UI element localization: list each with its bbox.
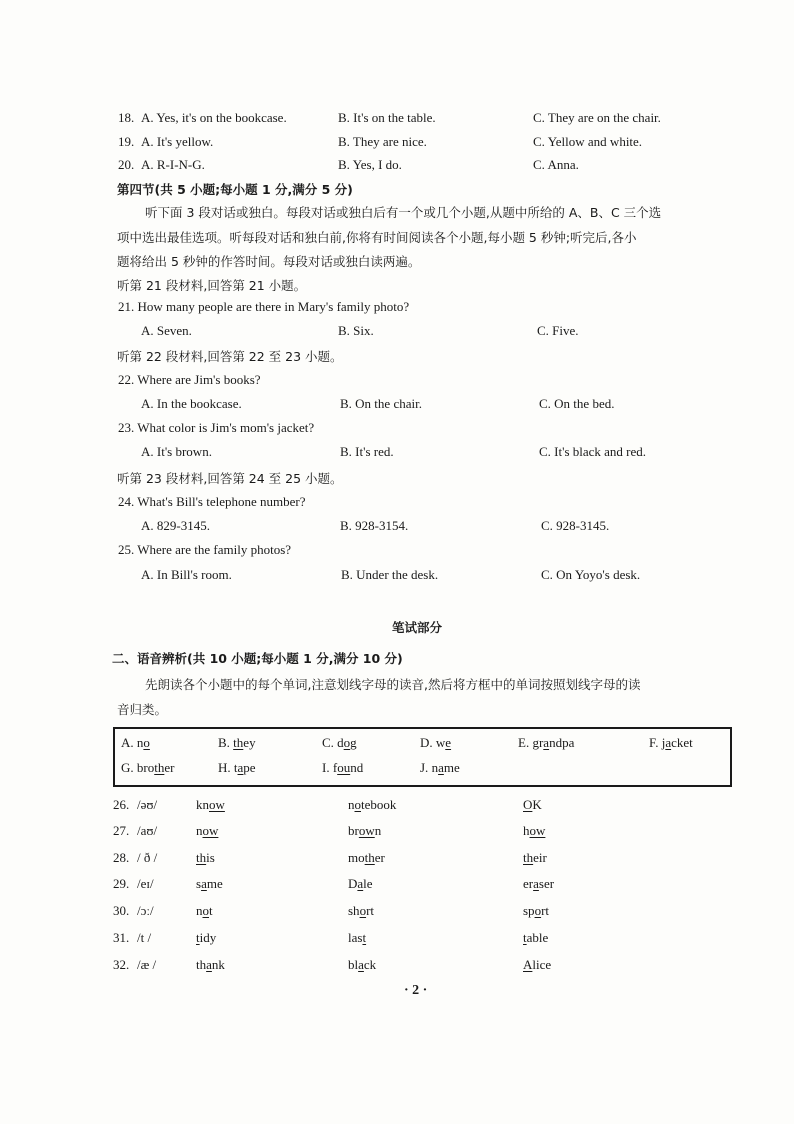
underlined-letters: th: [523, 850, 534, 865]
word: eraser: [523, 876, 555, 891]
word-box-item: [121, 735, 150, 751]
underlined-letters: a: [665, 735, 672, 750]
option-c: C. Five.: [537, 323, 579, 338]
word-box-item: [649, 735, 693, 751]
option-a: A. Seven.: [141, 323, 192, 338]
word: same: [196, 876, 223, 891]
phonetic-word: [523, 823, 545, 839]
word: we: [435, 735, 452, 750]
option-a: A. In the bookcase.: [141, 396, 242, 411]
underlined-letters: a: [357, 876, 364, 891]
option-c: C. Anna.: [533, 157, 579, 172]
option-a: A. 829-3145.: [141, 518, 210, 533]
word: OK: [523, 797, 542, 812]
word-box-item: [218, 760, 256, 776]
phonetic-word: [523, 930, 548, 946]
option-b: B. It's on the table.: [338, 110, 436, 125]
phonetic-symbol: /æ /: [137, 957, 157, 972]
word: short: [348, 903, 375, 918]
word: tidy: [196, 930, 217, 945]
option-a: A. R-I-N-G.: [141, 157, 205, 172]
word-box-item: [420, 760, 460, 776]
underlined-letters: o: [202, 903, 209, 918]
word: Dale: [348, 876, 373, 891]
word-box: [113, 727, 732, 787]
word: thank: [196, 957, 225, 972]
question-number: 31.: [113, 930, 130, 945]
question-number: 30.: [113, 903, 130, 918]
underlined-letters: A: [523, 957, 533, 972]
phonetic-word: [196, 797, 225, 813]
word: last: [348, 930, 367, 945]
phonetic-word: [523, 876, 554, 892]
word: brother: [136, 760, 175, 775]
phonetic-symbol: /eɪ/: [137, 876, 154, 891]
option-a: A. It's yellow.: [141, 134, 214, 149]
word-label: F.: [649, 735, 662, 750]
option-b: B. They are nice.: [338, 134, 427, 149]
question-stem: 23. What color is Jim's mom's jacket?: [118, 420, 315, 435]
word-label: D.: [420, 735, 436, 750]
word-label: G.: [121, 760, 137, 775]
option-c: C. On Yoyo's desk.: [541, 567, 641, 582]
question-stem: 22. Where are Jim's books?: [118, 372, 261, 387]
underlined-letters: O: [523, 797, 533, 812]
written-part-title: 笔试部分: [392, 620, 443, 635]
phonetic-symbol: /aʊ/: [137, 823, 158, 838]
underlined-letters: ow: [358, 823, 375, 838]
phonetic-word: [348, 876, 373, 892]
phonetic-symbol: / ð /: [137, 850, 158, 865]
phonetic-word: [523, 903, 549, 919]
question-stem: 21. How many people are there in Mary's family photo?: [118, 299, 410, 314]
phonetic-word: [196, 930, 216, 946]
option-b: B. Six.: [338, 323, 374, 338]
question-stem: 25. Where are the family photos?: [118, 542, 292, 557]
word: dog: [337, 735, 357, 750]
underlined-letters: th: [364, 850, 375, 865]
option-a: 18.: [118, 110, 135, 125]
word: jacket: [661, 735, 693, 750]
word: mother: [348, 850, 385, 865]
question-number: 20.: [118, 157, 135, 172]
underlined-letters: t: [362, 930, 367, 945]
word-label: E.: [518, 735, 533, 750]
option-a: A. Yes, it's on the bookcase.: [141, 110, 287, 125]
phonetic-word: [196, 903, 213, 919]
underlined-letters: a: [206, 957, 212, 972]
underlined-letters: a: [438, 760, 444, 775]
word-box-item: [218, 735, 256, 751]
option-b: B. It's red.: [340, 444, 394, 459]
phonetic-symbol: /ɔː/: [137, 903, 154, 918]
question-number: 27.: [113, 823, 130, 838]
underlined-letters: ow: [209, 797, 225, 812]
word: black: [348, 957, 377, 972]
underlined-letters: ow: [202, 823, 219, 838]
question-number: 29.: [113, 876, 130, 891]
phonetics-title: 二、语音辨析(共 10 小题;每小题 1 分,满分 10 分): [112, 651, 403, 666]
underlined-letters: a: [533, 876, 539, 891]
word-label: C.: [322, 735, 338, 750]
option-a: A. It's brown.: [141, 444, 212, 459]
section-4-title: 第四节(共 5 小题;每小题 1 分,满分 5 分): [117, 182, 353, 197]
word-label: H.: [218, 760, 234, 775]
phonetics-instruction: 先朗读各个小题中的每个单词,注意划线字母的读音,然后将方框中的单词按照划线字母的读: [145, 677, 641, 692]
phonetic-symbol: /əʊ/: [137, 797, 158, 812]
phonetic-word: [196, 957, 225, 973]
word-label: A.: [121, 735, 137, 750]
underlined-letters: th: [196, 850, 207, 865]
word-label: I.: [322, 760, 333, 775]
underlined-letters: o: [343, 735, 351, 750]
phonetic-word: [348, 930, 366, 946]
option-b: B. On the chair.: [340, 396, 422, 411]
option-c: C. Yellow and white.: [533, 134, 643, 149]
underlined-letters: a: [237, 760, 244, 775]
word-box-item: [518, 735, 574, 751]
word-label: B.: [218, 735, 234, 750]
underlined-letters: th: [233, 735, 244, 750]
word: brown: [348, 823, 382, 838]
option-c: C. On the bed.: [539, 396, 615, 411]
question-number: 28.: [113, 850, 130, 865]
phonetics-instruction: 音归类。: [117, 702, 168, 717]
underlined-letters: a: [543, 735, 550, 750]
word: notebook: [348, 797, 397, 812]
word: now: [196, 823, 219, 838]
word: no: [136, 735, 150, 750]
question-number: 19.: [118, 134, 135, 149]
option-b: B. Under the desk.: [341, 567, 439, 582]
underlined-letters: ow: [529, 823, 546, 838]
option-b: B. Yes, I do.: [338, 157, 402, 172]
underlined-letters: t: [523, 930, 527, 945]
page-number: · 2 ·: [404, 983, 428, 998]
phonetic-word: [348, 823, 381, 839]
option-c: C. They are on the chair.: [533, 110, 661, 125]
underlined-letters: o: [534, 903, 542, 918]
underlined-letters: o: [143, 735, 150, 750]
section-4-instruction: 项中选出最佳选项。听每段对话和独白前,你将有时间阅读各个小题,每小题 5 秒钟;听完后,各小: [117, 230, 637, 245]
phonetic-symbol: /t /: [137, 930, 152, 945]
word: grandpa: [532, 735, 575, 750]
underlined-letters: ou: [337, 760, 351, 775]
section-4-instruction: 听下面 3 段对话或独白。每段对话或独白后有一个或几个小题,从题中所给的 A、B、C 三个选: [145, 205, 662, 220]
section-4-instruction: 题将给出 5 秒钟的作答时间。每段对话或独白读两遍。: [117, 254, 421, 269]
word-box-item: [322, 735, 357, 751]
phonetic-word: [523, 797, 542, 813]
option-a: A. In Bill's room.: [141, 567, 232, 582]
question-number: 32.: [113, 957, 130, 972]
phonetic-word: [348, 957, 376, 973]
underlined-letters: a: [201, 876, 207, 891]
word-box-item: [420, 735, 451, 751]
material-heading: 听第 22 段材料,回答第 22 至 23 小题。: [117, 349, 343, 364]
word: how: [523, 823, 546, 838]
option-c: C. It's black and red.: [539, 444, 647, 459]
word: table: [523, 930, 549, 945]
underlined-letters: e: [445, 735, 452, 750]
word: not: [196, 903, 213, 918]
phonetic-word: [196, 823, 218, 839]
word-box-item: [322, 760, 363, 776]
question-stem: 24. What's Bill's telephone number?: [118, 494, 306, 509]
word: tape: [233, 760, 256, 775]
underlined-letters: o: [359, 903, 367, 918]
phonetic-word: [196, 876, 223, 892]
word: sport: [523, 903, 550, 918]
phonetic-word: [348, 850, 385, 866]
word-label: J.: [420, 760, 432, 775]
option-c: C. 928-3145.: [541, 518, 610, 533]
word-box-item: [121, 760, 174, 776]
word: Alice: [523, 957, 552, 972]
material-heading: 听第 23 段材料,回答第 24 至 25 小题。: [117, 471, 343, 486]
underlined-letters: t: [196, 930, 200, 945]
word: this: [196, 850, 215, 865]
phonetic-word: [348, 903, 374, 919]
material-heading: 听第 21 段材料,回答第 21 小题。: [117, 278, 307, 293]
phonetic-word: [523, 957, 551, 973]
word: their: [523, 850, 547, 865]
underlined-letters: a: [358, 957, 364, 972]
word: know: [196, 797, 225, 812]
word: found: [332, 760, 364, 775]
underlined-letters: th: [154, 760, 165, 775]
phonetic-word: [196, 850, 215, 866]
phonetic-word: [523, 850, 547, 866]
word: they: [233, 735, 256, 750]
word: name: [431, 760, 460, 775]
underlined-letters: o: [354, 797, 361, 812]
phonetic-word: [348, 797, 396, 813]
question-number: 26.: [113, 797, 130, 812]
option-b: B. 928-3154.: [340, 518, 409, 533]
